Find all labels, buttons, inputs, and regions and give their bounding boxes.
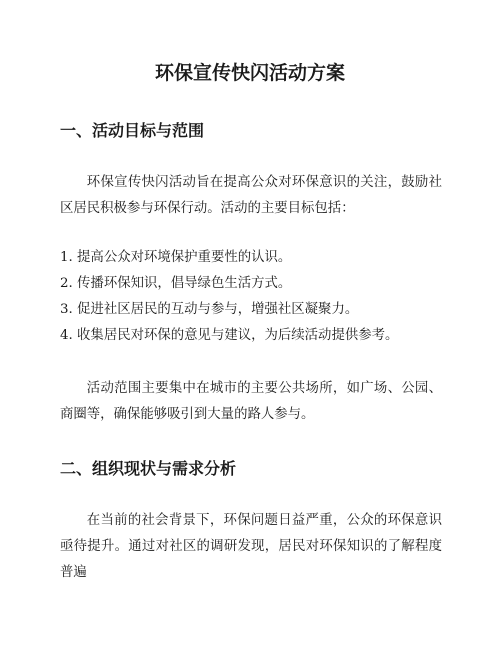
paragraph-intro: 环保宣传快闪活动旨在提高公众对环保意识的关注，鼓励社区居民积极参与环保行动。活动的主要目标包括： xyxy=(60,175,442,216)
document-title: 环保宣传快闪活动方案 xyxy=(154,62,345,84)
section-heading-goals: 一、活动目标与范围 xyxy=(60,121,205,140)
list-item-goal-4: 4. 收集居民对环保的意见与建议，为后续活动提供参考。 xyxy=(60,328,399,343)
section-heading-analysis: 二、组织现状与需求分析 xyxy=(60,459,237,478)
list-item-goal-2: 2. 传播环保知识，倡导绿色生活方式。 xyxy=(60,276,292,291)
paragraph-analysis: 在当前的社会背景下，环保问题日益严重，公众的环保意识亟待提升。通过对社区的调研发现，居民对环保知识的了解程度普遍 xyxy=(60,513,442,580)
paragraph-scope: 活动范围主要集中在城市的主要公共场所，如广场、公园、商圈等，确保能够吸引到大量的路人参与。 xyxy=(60,381,442,422)
list-item-goal-3: 3. 促进社区居民的互动与参与，增强社区凝聚力。 xyxy=(60,302,359,317)
list-item-goal-1: 1. 提高公众对环境保护重要性的认识。 xyxy=(60,250,292,265)
